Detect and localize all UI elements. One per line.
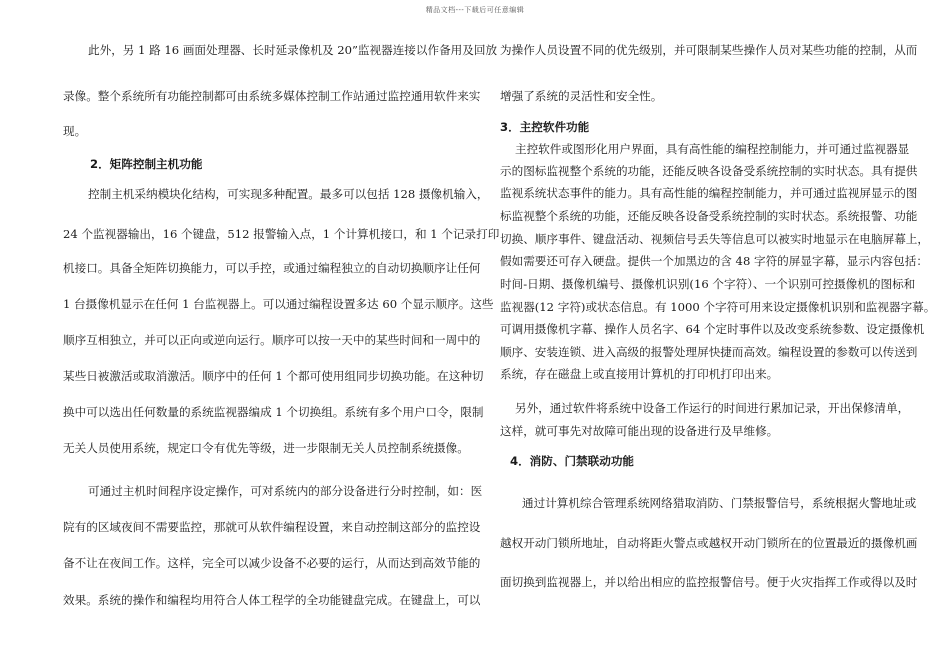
- paragraph-line: 录像。整个系统所有功能控制都可由系统多媒体控制工作站通过监控通用软件来实: [63, 89, 481, 103]
- paragraph-line: 主控软件或图形化用户界面，具有高性能的编程控制能力，并可通过监视器显: [515, 142, 910, 156]
- paragraph-line: 越权开动门锁所地址，自动将距火警点或越权开动门锁所在的位置最近的摄像机画: [500, 536, 918, 550]
- paragraph-line: 现。: [63, 124, 87, 138]
- paragraph-line: 标监视整个系统的功能，还能反映各设备受系统控制的实时状态。系统报警、功能: [500, 209, 918, 223]
- paragraph-line: 机接口。具备全矩阵切换能力，可以手控，或通过编程独立的自动切换顺序让任何: [63, 261, 481, 275]
- paragraph-line: 监视器(12 字符)或状态信息。有 1000 个字符可用来设定摄像机识别和监视器字幕。: [500, 300, 936, 314]
- paragraph-line: 换中可以选出任何数量的系统监视器编成 1 个切换组。系统有多个用户口令，限制: [63, 405, 484, 419]
- paragraph-line: 顺序、安装连锁、进入高级的报警处理屏快捷而高效。编程设置的参数可以传送到: [500, 345, 918, 359]
- paragraph-line: 备不让在夜间工作。这样，完全可以减少设备不必要的运行，从而达到高效节能的: [63, 556, 481, 570]
- paragraph-line: 院有的区域夜间不需要监控，那就可从软件编程设置，来自动控制这部分的监控设: [63, 520, 481, 534]
- paragraph-line: 可调用摄像机字幕、操作人员名字、64 个定时事件以及改变系统参数、设定摄像机: [500, 322, 925, 336]
- paragraph-line: 无关人员使用系统，规定口令有优先等级，进一步限制无关人员控制系统摄像。: [63, 441, 469, 455]
- paragraph-line: 系统，存在磁盘上或直接用计算机的打印机打印出来。: [500, 367, 779, 381]
- paragraph-line: 另外，通过软件将系统中设备工作运行的时间进行累加记录，开出保修清单，: [515, 401, 910, 415]
- paragraph-line: 1 台摄像机显示在任何 1 台监视器上。可以通过编程设置多达 60 个显示顺序。这些: [63, 297, 494, 311]
- paragraph-line: 这样，就可事先对故障可能出现的设备进行及早维修。: [500, 424, 779, 438]
- paragraph-line: 顺序互相独立，并可以正向或逆向运行。顺序可以按一天中的某些时间和一周中的: [63, 333, 481, 347]
- page-header: 精品文档---下载后可任意编辑: [425, 6, 525, 14]
- paragraph-line: 示的图标监视整个系统的功能，还能反映各设备受系统控制的实时状态。具有提供: [500, 164, 918, 178]
- paragraph-line: 通过计算机综合管理系统网络猎取消防、门禁报警信号，系统根据火警地址或: [522, 496, 917, 510]
- paragraph-line: 为操作人员设置不同的优先级别，并可限制某些操作人员对某些功能的控制，从而: [500, 43, 918, 57]
- paragraph-line: 可通过主机时间程序设定操作，可对系统内的部分设备进行分时控制，如：医: [88, 484, 483, 498]
- paragraph-line: 24 个监视器输出，16 个键盘，512 报警输入点，1 个计算机接口，和 1 个记录打印: [63, 227, 500, 241]
- section-heading: 2．矩阵控制主机功能: [90, 157, 203, 171]
- paragraph-line: 控制主机采纳模块化结构，可实现多种配置。最多可以包括 128 摄像机输入，: [88, 187, 489, 201]
- paragraph-line: 监视系统状态事件的能力。具有高性能的编程控制能力，并可通过监视屏显示的图: [500, 186, 918, 200]
- section-heading: 4．消防、门禁联动功能: [510, 454, 635, 468]
- section-heading: 3．主控软件功能: [500, 120, 590, 134]
- paragraph-line: 面切换到监视器上，并以给出相应的监控报警信号。便于火灾指挥工作或得以及时: [500, 575, 918, 589]
- paragraph-line: 假如需要还可存入硬盘。提供一个加黑边的含 48 字符的屏显字幕，显示内容包括：: [500, 254, 928, 268]
- paragraph-line: 时间-日期、摄像机编号、摄像机识别(16 个字符）、一个识别可控摄像机的图标和: [500, 277, 916, 291]
- paragraph-line: 某些日被激活或取消激活。顺序中的任何 1 个都可使用组同步切换功能。在这种切: [63, 369, 484, 383]
- paragraph-line: 增强了系统的灵活性和安全性。: [500, 89, 663, 103]
- paragraph-line: 切换、顺序事件、键盘活动、视频信号丢失等信息可以被实时地显示在电脑屏幕上，: [500, 232, 929, 246]
- paragraph-line: 此外，另 1 路 16 画面处理器、长时延录像机及 20”监视器连接以作备用及回放: [88, 43, 498, 57]
- paragraph-line: 效果。系统的操作和编程均用符合人体工程学的全功能键盘完成。在键盘上，可以: [63, 593, 481, 607]
